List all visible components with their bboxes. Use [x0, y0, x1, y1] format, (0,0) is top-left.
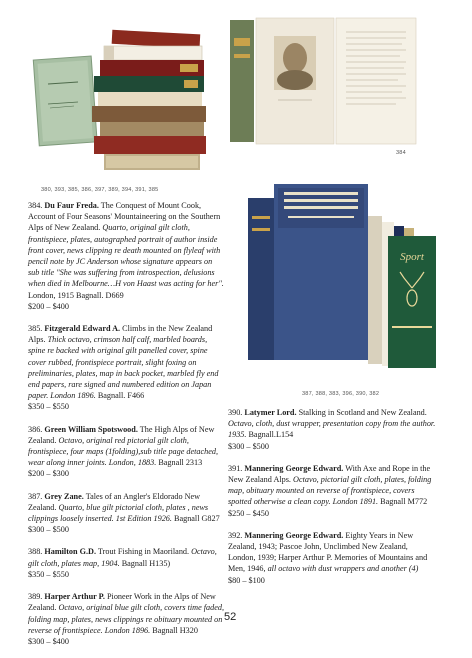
lot-description: Thick octavo, crimson half calf, marbled boards, spine re backed with original gilt panelled cover, spine cover rubbed, frontispiece portrait, slight foxing on preliminaries, plates, map in back pocket, marbled fly end end papers, rare signed and numbered edition on Japan paper. London 1896. [28, 335, 219, 401]
lot-388 [28, 546, 224, 580]
lot-number: 388. [28, 547, 43, 557]
lot-estimate: $350 – $550 [28, 402, 69, 412]
lot-number: 390. [228, 408, 243, 417]
lot-description: all octavo with dust wrappers and another (4) [265, 564, 419, 574]
lot-author: Fitzgerald Edward A. [44, 324, 121, 334]
lot-title: With Axe and Rope in the New Zealand Alps. [228, 463, 431, 485]
lot-number: 389. [28, 592, 43, 602]
photo-caption-left: 380, 393, 385, 386, 397, 389, 394, 391, 385 [41, 187, 159, 193]
lot-description: Quarto, original gilt cloth, frontispiece, plates, autographed portrait of author inside front cover, news clipping re death mounted on flyleaf with pencil note by JC Anderson whose signature appears on sub title "She was suffering from introspection, delusions when died in Melbourne…H von Haast was acting for her". [28, 223, 224, 289]
lot-title: The Conquest of Mount Cook, Account of Four Seasons' Mountaineering on the Southern Alps of New Zealand. [28, 201, 221, 233]
lot-author: Mannering George Edward. [244, 463, 344, 473]
lot-estimate: $350 – $550 [28, 569, 69, 579]
lot-384 [28, 200, 224, 312]
lot-description: Octavo, cloth, dust wrapper, presentation copy from the author. 1935. [228, 419, 436, 440]
lot-390 [228, 407, 436, 452]
lots-right-column [228, 407, 436, 597]
lot-reference: Bagnall M772 [378, 497, 428, 507]
lot-author: Green William Spotswood. [44, 424, 138, 434]
lot-estimate: $200 – $300 [28, 469, 69, 479]
lot-title: Stalking in Scotland and New Zealand. [296, 408, 427, 417]
lot-author: Mannering George Edward. [244, 530, 344, 540]
lot-estimate: $300 – $500 [228, 441, 269, 451]
lot-387 [28, 491, 224, 536]
lot-title: Climbs in the New Zealand Alps. [28, 324, 213, 345]
lot-title: Tales of an Angler's Eldorado New Zealand. [28, 491, 201, 512]
lot-title: The High Alps of New Zealand. [28, 424, 215, 445]
lot-386 [28, 424, 224, 480]
lot-reference: Bagnall.L154 [246, 430, 294, 440]
lot-number: 387. [28, 491, 43, 501]
lot-description: Octavo, original blue gilt cloth, covers time faded, folding map, plates, news clippings re obituary mounted on reverse of frontispiece. London 1896. [28, 603, 225, 635]
page-number: 52 [224, 611, 237, 623]
lot-reference: Bagnall H320 [150, 625, 198, 635]
lot-385 [28, 323, 224, 413]
lot-estimate: $250 – $450 [228, 508, 269, 518]
lot-description: Octavo, pictorial gilt cloth, plates, folding map, obituary mounted on reverse of frontispiece, covers spotted otherwise a clean copy. London 1891. [228, 475, 432, 507]
photo-caption-384: 384 [396, 150, 406, 156]
lot-author: Harper Arthur P. [44, 592, 105, 602]
lot-number: 392. [228, 530, 243, 540]
lot-reference: Bagnall H135) [119, 558, 171, 568]
lot-estimate: $300 – $400 [28, 636, 69, 646]
books-standing-photo [238, 176, 438, 372]
lot-reference: London, 1915 Bagnall. D669 [28, 290, 124, 300]
lot-title: Eighty Years in New Zealand, 1943; Pascoe John, Unclimbed New Zealand, London, 1939; Harper Arthur P. Memories of Mountains and Men, 1946, [228, 530, 428, 574]
lot-391 [228, 463, 436, 519]
lot-estimate: $300 – $500 [28, 525, 69, 535]
lot-estimate: $80 – $100 [228, 575, 265, 585]
photo-caption-mid: 387, 388, 383, 396, 390, 382 [302, 391, 380, 397]
svg-text:Sport: Sport [400, 251, 424, 263]
lot-number: 391. [228, 463, 243, 473]
lot-author: Hamilton G.D. [44, 547, 97, 557]
open-book-portrait-photo [230, 18, 420, 144]
lot-description: Quarto, blue gilt pictorial cloth, plates , news clippings loosely inserted. 1st Edition 1926. [28, 502, 209, 524]
lot-392 [228, 530, 436, 586]
books-stack-photo [34, 18, 220, 178]
lot-reference: Bagnall 2313 [156, 458, 203, 468]
lot-reference: Bagnall. F466 [95, 391, 145, 401]
lots-left-column [28, 200, 224, 658]
lot-description: Octavo, gilt cloth, plates map, 1904. [28, 547, 217, 568]
lot-author: Du Faur Freda. [44, 201, 99, 210]
lot-title: Pioneer Work in the Alps of New Zealand. [28, 592, 216, 613]
lot-number: 386. [28, 424, 43, 434]
lot-reference: Bagnall G827 [171, 514, 220, 524]
lot-description: Octavo, original red pictorial gilt cloth, frontispiece, four maps (1folding),sub title page detached, wear along inner joints. London, 1883. [28, 435, 219, 468]
lot-number: 384. [28, 201, 43, 210]
lot-estimate: $200 – $400 [28, 301, 69, 311]
lot-number: 385. [28, 324, 43, 334]
lot-author: Grey Zane. [44, 491, 84, 501]
lot-author: Latymer Lord. [244, 408, 297, 417]
lot-389 [28, 591, 224, 647]
lot-title: Trout Fishing in Maoriland. [96, 547, 190, 557]
